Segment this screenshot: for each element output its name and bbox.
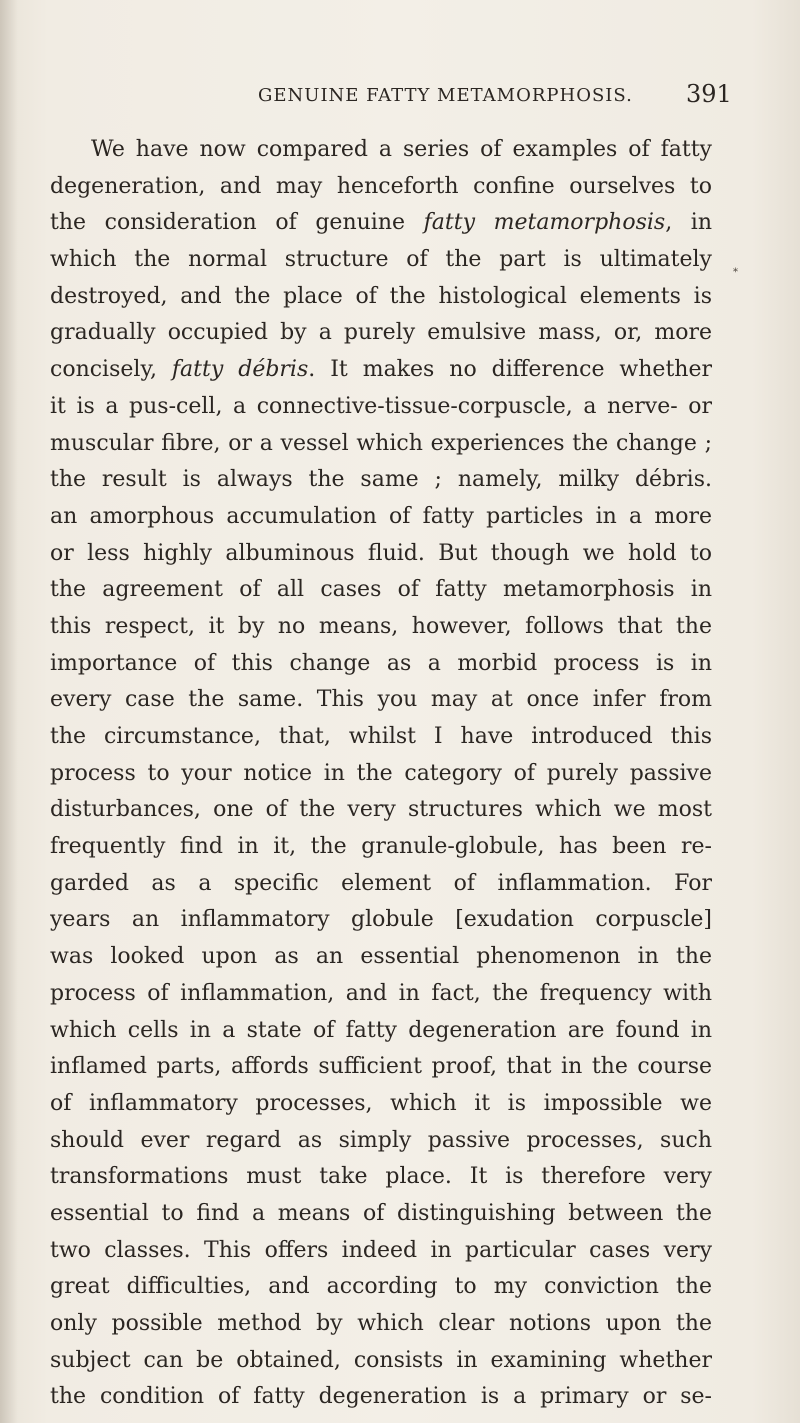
text-line [50, 1159, 712, 1196]
text-segment: inflamed parts, affords sufficient proof, that in the course [50, 1054, 712, 1080]
text-line [50, 132, 712, 169]
text-segment: process to your notice in the category of purely passive [50, 760, 712, 786]
text-segment: was looked upon as an essential phenomenon in the [50, 944, 712, 970]
text-segment: process of inflammation, and in fact, the frequency with [50, 980, 712, 1006]
text-line [50, 609, 712, 646]
text-line [50, 682, 712, 719]
text-line [50, 205, 712, 242]
text-segment: garded as a specific element of inflammation. For [50, 870, 712, 896]
text-segment: two classes. This offers indeed in particular cases very [50, 1237, 712, 1263]
text-segment: We have now compared a series of examples of fatty [91, 137, 712, 162]
text-segment: the agreement of all cases of fatty metamorphosis in [50, 577, 712, 603]
text-segment: importance of this change as a morbid process is in [50, 650, 712, 676]
text-line [50, 1269, 712, 1306]
text-line [50, 1013, 712, 1050]
text-line [50, 426, 712, 463]
text-line [50, 315, 712, 352]
text-segment: every case the same. This you may at once infer from [50, 687, 712, 713]
text-segment: years an inflammatory globule [exudation corpuscle] [50, 907, 712, 933]
body-paragraph [50, 132, 712, 1416]
text-segment: an amorphous accumulation of fatty particles in a more [50, 503, 712, 529]
text-segment: disturbances, one of the very structures which we most [50, 797, 712, 823]
text-segment: this respect, it by no means, however, follows that the [50, 613, 712, 639]
text-line [50, 1196, 712, 1233]
text-segment: of inflammatory processes, which it is impossible we [50, 1090, 712, 1116]
margin-mark: * [733, 267, 738, 278]
text-line [50, 792, 712, 829]
text-line [50, 572, 712, 609]
text-segment: frequently find in it, the granule-globule, has been re- [50, 834, 712, 860]
text-line [50, 829, 712, 866]
text-line [50, 902, 712, 939]
page-gutter-shadow [0, 0, 18, 1423]
text-segment: gradually occupied by a purely emulsive mass, or, more [50, 320, 712, 346]
text-line [50, 389, 712, 426]
text-line [50, 866, 712, 903]
running-head [0, 80, 800, 120]
text-line [50, 499, 712, 536]
text-segment: destroyed, and the place of the histological elements is [50, 283, 712, 309]
text-segment: , in [665, 210, 712, 236]
text-line [50, 279, 712, 316]
text-line [50, 1233, 712, 1270]
text-segment: which cells in a state of fatty degeneration are found in [50, 1017, 712, 1043]
text-line [50, 1379, 712, 1416]
text-line [50, 536, 712, 573]
text-segment: should ever regard as simply passive processes, such [50, 1127, 712, 1153]
text-line [50, 169, 712, 206]
text-segment: subject can be obtained, consists in examining whether [50, 1347, 712, 1373]
text-segment: transformations must take place. It is therefore very [50, 1164, 712, 1190]
text-line [50, 646, 712, 683]
text-segment: or less highly albuminous fluid. But though we hold to [50, 540, 712, 566]
text-segment: the consideration of genuine [50, 210, 424, 236]
text-line [50, 352, 712, 389]
text-line [50, 939, 712, 976]
text-segment: great difficulties, and according to my conviction the [50, 1274, 712, 1300]
text-line [50, 1306, 712, 1343]
text-segment: the circumstance, that, whilst I have introduced this [50, 724, 712, 749]
text-segment: which the normal structure of the part is ultimately [50, 247, 712, 273]
text-line [50, 976, 712, 1013]
text-segment: concisely, [50, 357, 172, 383]
text-segment: degeneration, and may henceforth confine ourselves to [50, 173, 712, 199]
text-line [50, 1049, 712, 1086]
italic-text: fatty metamorphosis [423, 210, 666, 236]
text-segment: only possible method by which clear notions upon the [50, 1311, 712, 1336]
text-line [50, 719, 712, 756]
text-line [50, 1086, 712, 1123]
text-line [50, 1123, 712, 1160]
text-segment: the result is always the same ; namely, milky débris. [50, 467, 712, 493]
text-segment: essential to find a means of distinguishing between the [50, 1200, 712, 1226]
text-segment: it is a pus-cell, a connective-tissue-corpuscle, a nerve- or [50, 393, 712, 419]
text-line [50, 242, 712, 279]
page-number: 391 [686, 80, 732, 108]
italic-text: fatty débris [171, 357, 309, 383]
text-line [50, 756, 712, 793]
text-line [50, 462, 712, 499]
text-segment: the condition of fatty degeneration is a primary or se- [50, 1384, 712, 1410]
text-line [50, 1343, 712, 1380]
running-head-title: GENUINE FATTY METAMORPHOSIS. [258, 85, 633, 106]
text-segment: muscular fibre, or a vessel which experiences the change ; [50, 430, 712, 456]
text-segment: . It makes no difference whether [308, 357, 712, 383]
